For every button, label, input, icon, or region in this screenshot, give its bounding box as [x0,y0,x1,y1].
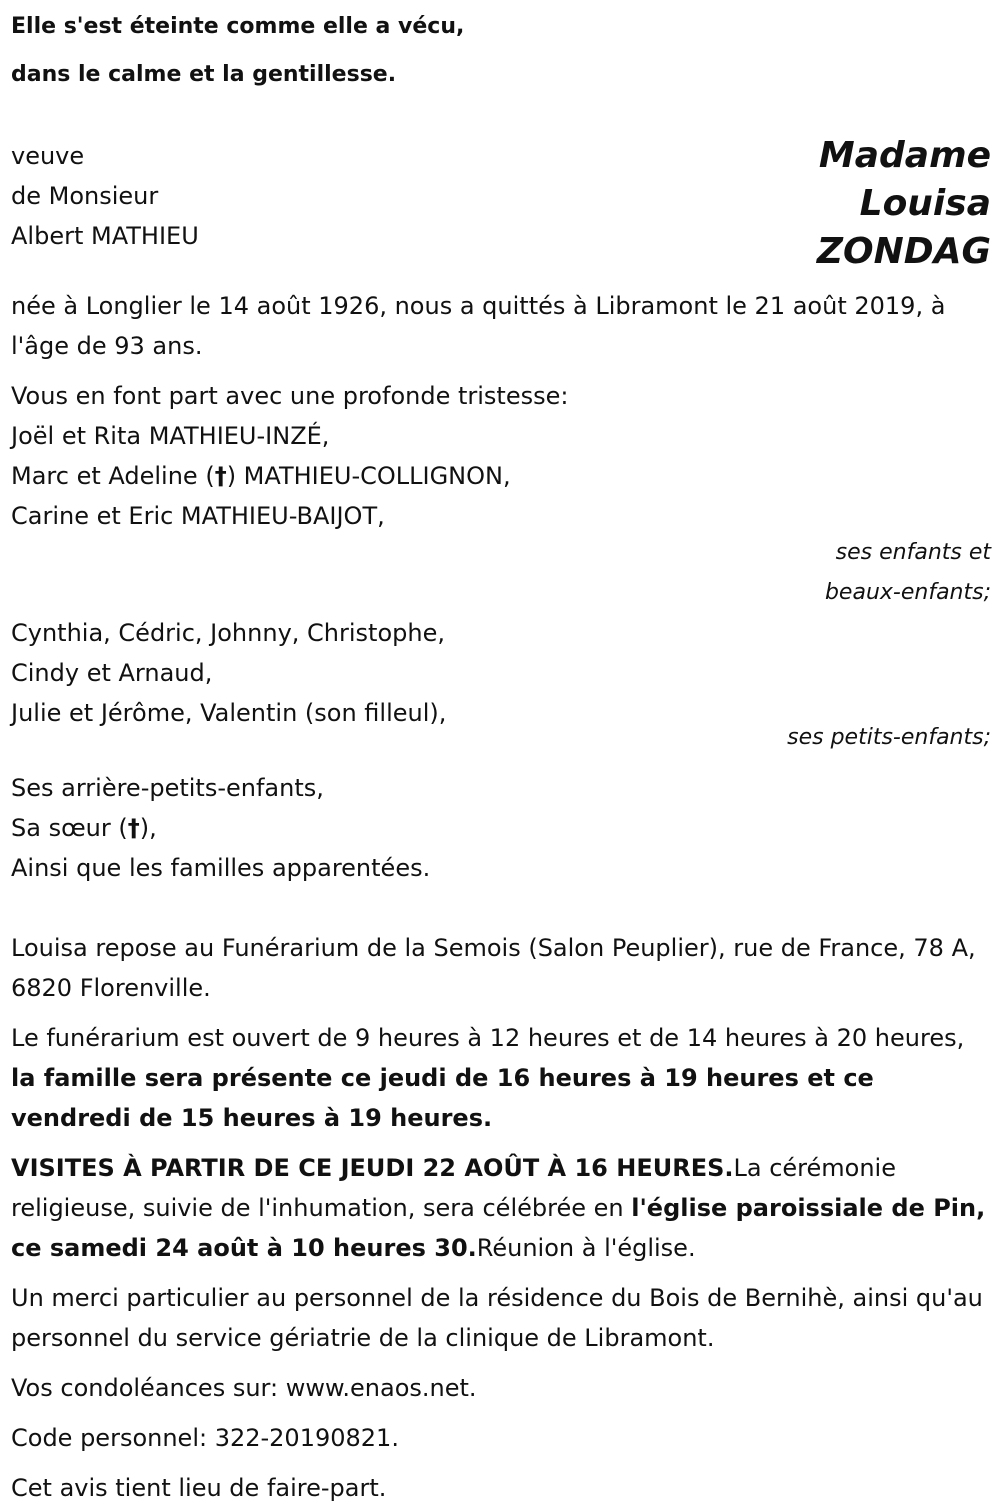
child-name: ) MATHIEU-COLLIGNON, [226,462,511,490]
thanks: Un merci particulier au personnel de la résidence du Bois de Bernihè, ainsi qu'au personnel du service gériatrie de la clinique de Libramont. [11,1284,983,1352]
widow-line: de Monsieur [11,182,159,210]
birth-death-info: née à Longlier le 14 août 1926, nous a quittés à Libramont le 21 août 2019, à l'âge de 93 ans. [11,292,946,360]
ceremony-info [11,1148,991,1268]
opening-hours [11,1018,991,1138]
church-info: l'église paroissiale de Pin, ce samedi 24 août à 10 heures 30. [11,1194,986,1262]
rest-place: Louisa repose au Funérarium de la Semois (Salon Peuplier), rue de France, 78 A, 6820 Florenville. [11,934,976,1002]
epigraph-line: dans le calme et la gentillesse. [11,62,397,87]
family-presence: la famille sera présente ce jeudi de 16 heures à 19 heures et ce vendredi de 15 heures à 19 heures. [11,1064,874,1132]
grandchild-line: Cindy et Arnaud, [11,659,213,687]
notice: Cet avis tient lieu de faire-part. [11,1474,387,1502]
grandchildren-role: ses petits-enfants; [787,725,991,750]
personal-code: Code personnel: 322-20190821. [11,1424,399,1452]
grandchild-line: Julie et Jérôme, Valentin (son filleul), [11,699,447,727]
other-family [11,768,991,888]
dagger-icon: † [214,462,227,490]
other-family-line [11,808,991,848]
child-line [11,456,991,496]
sister-label: ), [139,814,157,842]
epigraph-line: Elle s'est éteinte comme elle a vécu, [11,14,465,39]
visits-info: VISITES À PARTIR DE CE JEUDI 22 AOÛT À 16 HEURES. [11,1154,734,1182]
family-announcement [11,376,991,888]
dagger-icon: † [127,814,140,842]
deceased-name [817,132,991,276]
deceased-first-name: Louisa [859,183,991,224]
widow-line: veuve [11,142,85,170]
other-family-line: Ses arrière-petits-enfants, [11,774,324,802]
child-name: Marc et Adeline ( [11,462,215,490]
deceased-title: Madame [818,135,991,176]
meeting-info: Réunion à l'église. [476,1234,696,1262]
widow-line: Albert MATHIEU [11,222,199,250]
grandchild-line: Cynthia, Cédric, Johnny, Christophe, [11,619,445,647]
other-family-line: Ainsi que les familles apparentées. [11,854,431,882]
deceased-last-name: ZONDAG [816,231,991,272]
ceremony-text: La cérémonie religieuse, suivie de l'inhumation, sera célébrée en [11,1154,896,1222]
opening-hours-text: Le funérarium est ouvert de 9 heures à 12 heures et de 14 heures à 20 heures, [11,1024,965,1052]
header-block [11,136,991,286]
announcement-intro: Vous en font part avec une profonde tristesse: [11,382,569,410]
role-line: ses enfants et [835,540,991,565]
widow-of [11,136,199,256]
sister-label: Sa sœur ( [11,814,128,842]
epigraph [11,3,991,99]
child-line: Carine et Eric MATHIEU-BAIJOT, [11,502,385,530]
role-line: beaux-enfants; [824,580,991,605]
obituary-notice [11,0,991,1508]
condolences: Vos condoléances sur: www.enaos.net. [11,1374,477,1402]
child-line: Joël et Rita MATHIEU-INZÉ, [11,422,330,450]
children-role [11,533,991,613]
